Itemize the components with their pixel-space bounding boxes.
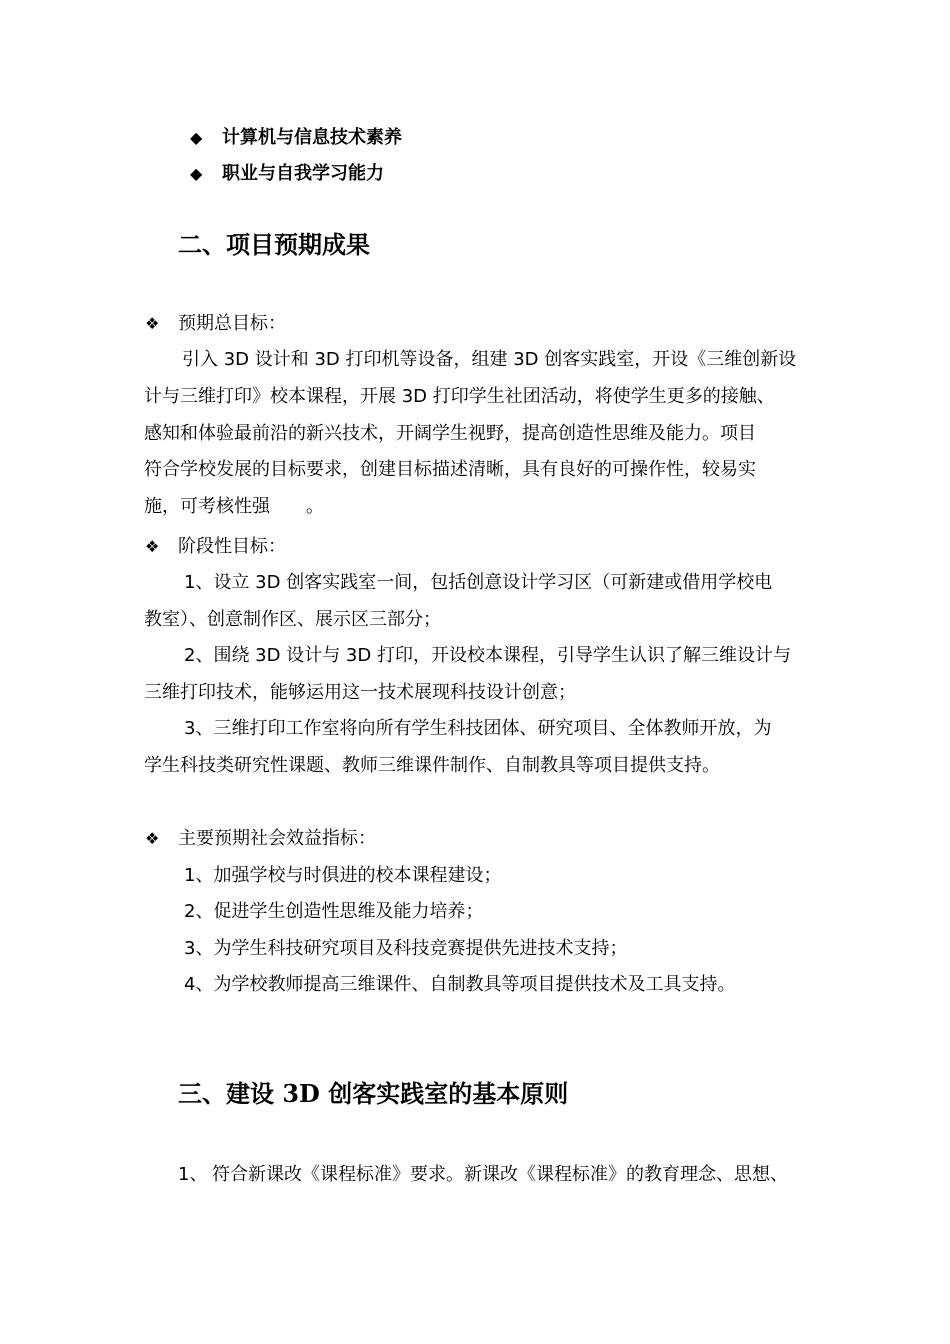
principle-item-number: 1、 [178,1164,208,1185]
diamond-bullet-icon: ◆ [190,164,203,183]
diamond-bullet-icon: ◆ [190,128,203,147]
social-benefit-item: 2、促进学生创造性思维及能力培养； [184,901,484,922]
goal-paragraph-line: 施，可考核性强 。 [144,496,324,517]
social-benefit-item: 3、为学生科技研究项目及科技竞赛提供先进技术支持； [184,938,628,959]
goal-paragraph-line: 计与三维打印》校本课程，开展 3D 打印学生社团活动，将使学生更多的接触、 [144,386,775,407]
stage-item-line: 2、围绕 3D 设计与 3D 打印，开设校本课程，引导学生认识了解三维设计与 [184,645,791,666]
clover-bullet-icon: ❖ [145,829,160,848]
stage-item-line: 1、设立 3D 创客实践室一间，包括创意设计学习区（可新建或借用学校电 [184,572,773,593]
stage-goal-label: 阶段性目标： [178,536,286,557]
social-benefit-item: 4、为学校教师提高三维课件、自制教具等项目提供技术及工具支持。 [184,974,736,995]
clover-bullet-icon: ❖ [145,314,160,333]
stage-item-line: 学生科技类研究性课题、教师三维课件制作、自制教具等项目提供支持。 [144,755,720,776]
goal-paragraph-line: 感知和体验最前沿的新兴技术，开阔学生视野，提高创造性思维及能力。项目 [144,423,756,444]
clover-bullet-icon: ❖ [145,537,160,556]
principle-item-text: 符合新课改《课程标准》要求。新课改《课程标准》的教育理念、思想、 [212,1164,788,1185]
stage-item-line: 3、三维打印工作室将向所有学生科技团体、研究项目、全体教师开放，为 [184,718,772,739]
section-heading-expected-results: 二、项目预期成果 [178,230,370,259]
bullet-text-computer-literacy: 计算机与信息技术素养 [222,127,402,148]
goal-paragraph-line: 引入 3D 设计和 3D 打印机等设备，组建 3D 创客实践室，开设《三维创新设 [182,349,797,370]
section-heading-basic-principles: 三、建设 3D 创客实践室的基本原则 [178,1079,569,1108]
goal-label: 预期总目标： [178,313,286,334]
social-benefit-item: 1、加强学校与时俱进的校本课程建设； [184,865,502,886]
social-benefit-label: 主要预期社会效益指标： [178,828,376,849]
stage-item-line: 教室）、创意制作区、展示区三部分； [144,609,441,630]
stage-item-line: 三维打印技术，能够运用这一技术展现科技设计创意； [144,682,576,703]
bullet-text-self-learning: 职业与自我学习能力 [222,163,384,184]
goal-paragraph-line: 符合学校发展的目标要求，创建目标描述清晰，具有良好的可操作性，较易实 [144,459,756,480]
